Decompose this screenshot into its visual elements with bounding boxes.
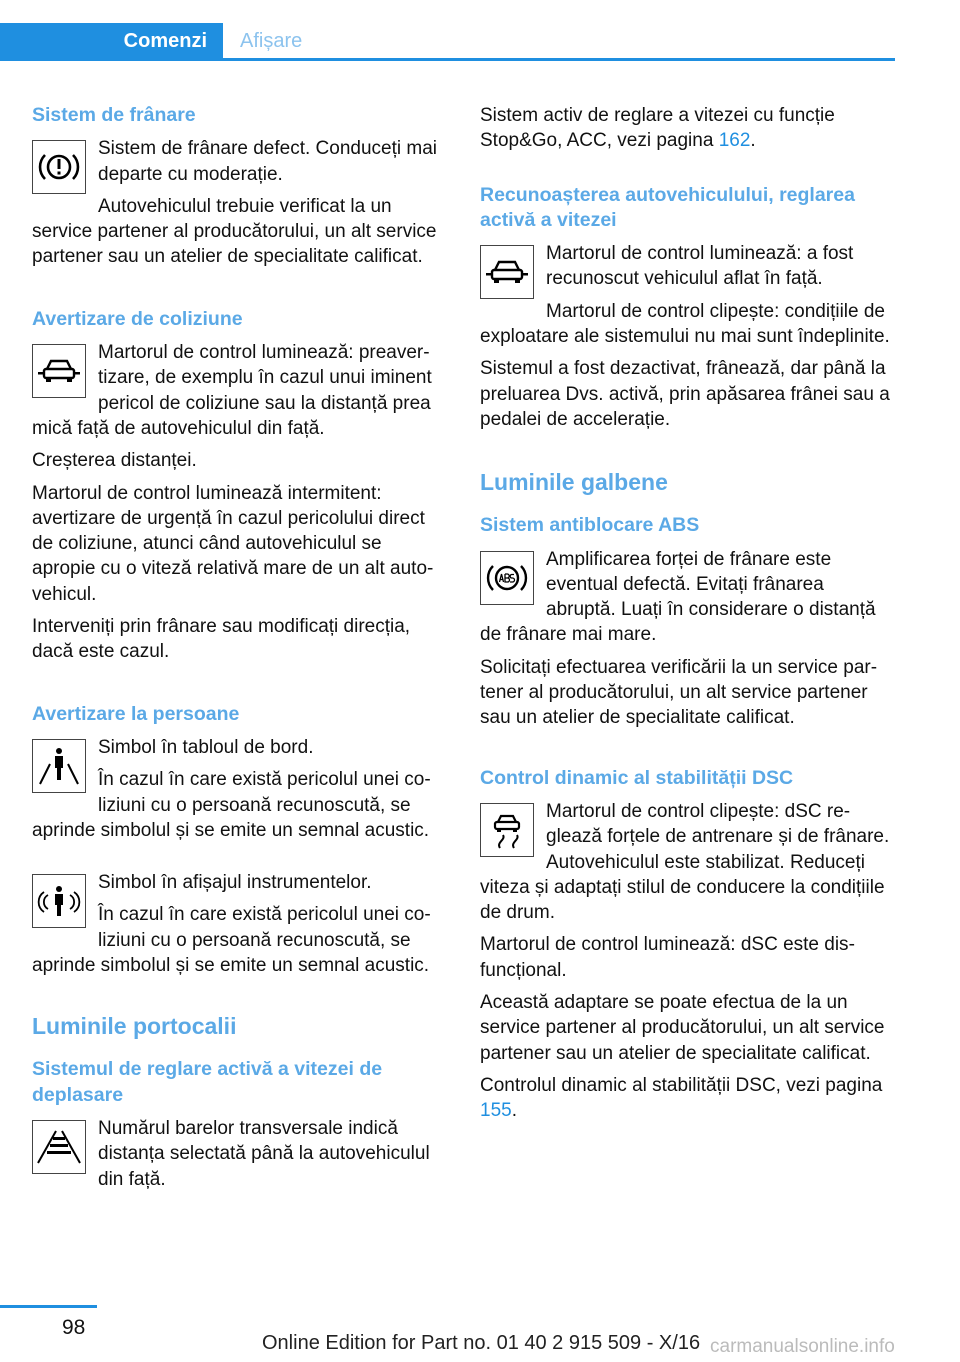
acc-text-1: Numărul barelor transversale indică distanța selectată până la autovehiculul din față. [98, 1117, 430, 1190]
dsc-text-3: Această adaptare se poate efectua de la un service partener al producătorului, un alt service partener sau un atelier de specialitate calificat. [480, 992, 885, 1064]
car-front-icon [32, 344, 86, 398]
collision-text-3: Martorul de control luminează intermitent: avertizare de urgență în cazul pericolului direct de coliziune, atunci când autovehiculul se apropie cu o viteză relativă mare de un alt autovehicul. [32, 482, 434, 605]
recognition-heading: Recunoașterea autovehiculului, reglarea activă a vitezei [480, 183, 855, 231]
brake-warning-icon [32, 140, 86, 194]
collision-text-1: Martorul de control luminează: preavertizare, de exemplu în cazul unui iminent pericol de coliziune sau la distanță prea mică față de autovehiculul din față. [32, 342, 432, 439]
acc-text-2 [480, 103, 896, 154]
page-link-155[interactable]: 155 [480, 1100, 512, 1122]
person-text-3: Simbol în afișajul instrumentelor. [98, 872, 372, 894]
tab-afisare[interactable]: Afișare [240, 29, 303, 52]
collision-heading: Avertizare de coliziune [32, 307, 243, 330]
dsc-text-1: Martorul de control clipește: dSC reglează forțele de antrenare și de frânare. Autovehiculul este stabilizat. Reduceți viteza și adaptați stilul de conducere la condițiile de drum. [480, 800, 890, 924]
person-text-2: În cazul în care există pericolul unei coliziuni cu o persoană recunoscută, se aprinde simbolul și se emite un semnal acustic. [32, 769, 431, 841]
acc-text-2-pre: Sistem activ de reglare a vitezei cu funcție Stop&Go, ACC, vezi pagina [480, 105, 835, 152]
dsc-text-4-pre: Controlul dinamic al stabilității DSC, vezi pagina [480, 1074, 883, 1096]
brake-heading: Sistem de frânare [32, 104, 196, 126]
person-text-1: Simbol în tabloul de bord. [98, 736, 314, 758]
dsc-text-4-post: . [511, 1100, 517, 1122]
tab-bar [0, 23, 895, 61]
abs-icon [480, 551, 534, 605]
abs-text-2: Solicitați efectuarea verificării la un service partener al producătorului, un alt service partener sau un atelier de specialitate calificat. [480, 656, 878, 729]
recognition-text-2: Martorul de control clipește: condițiile de exploatare ale sistemului nu mai sunt îndeplinite. [480, 300, 890, 348]
watermark: carmanualsonline.info [710, 1336, 895, 1357]
acc-heading: Sistemul de reglare activă a vitezei de deplasare [32, 1058, 383, 1106]
edition-footer: Online Edition for Part no. 01 40 2 915 509 - X/16 [262, 1332, 701, 1354]
dsc-text-2: Martorul de control luminează: dSC este disfuncțional. [480, 934, 855, 981]
brake-text-1: Sistem de frânare defect. Conduceți mai departe cu moderație. [98, 138, 438, 185]
page-number: 98 [62, 1316, 86, 1339]
abs-heading: Sistem antiblocare ABS [480, 514, 700, 537]
abs-text-1: Amplificarea forței de frânare este eventual defectă. Evitați frânarea abruptă. Luați în considerare o distanță de frânare mai mare. [480, 548, 876, 646]
right-column [480, 103, 896, 1131]
person-heading: Avertizare la persoane [32, 702, 240, 725]
car-front-icon [480, 245, 534, 299]
collision-text-2: Creșterea distanței. [32, 450, 197, 472]
acc-text-2-post: . [750, 130, 756, 152]
collision-text-4: Interveniți prin frânare sau modificați direcția, dacă este cazul. [32, 616, 411, 663]
tab-comenzi[interactable]: Comenzi [0, 23, 223, 59]
page-link-162[interactable]: 162 [718, 130, 751, 152]
pedestrian-icon [32, 739, 86, 793]
dsc-heading: Control dinamic al stabilității DSC [480, 766, 794, 789]
page-number-bar [0, 1305, 97, 1308]
dsc-text-4 [480, 1073, 896, 1124]
recognition-text-3: Sistemul a fost dezactivat, frânează, dar până la preluarea Dvs. activă, prin apăsarea frânei sau a pedalei de accelerație. [480, 358, 890, 430]
left-column [32, 103, 448, 1199]
dsc-icon [480, 803, 534, 857]
orange-lights-heading: Luminile portocalii [32, 1013, 237, 1040]
brake-text-2: Autovehiculul trebuie verificat la un service partener al producătorului, un alt service partener sau un atelier de specialitate calificat. [32, 195, 437, 268]
distance-bars-icon [32, 1120, 86, 1174]
recognition-text-1: Martorul de control luminează: a fost recunoscut vehiculul aflat în față. [546, 243, 854, 290]
yellow-lights-heading: Luminile galbene [480, 469, 668, 496]
person-text-4: În cazul în care există pericolul unei coliziuni cu o persoană recunoscută, se aprinde simbolul și se emite un semnal acustic. [32, 904, 431, 977]
pedestrian-sound-icon [32, 874, 86, 928]
